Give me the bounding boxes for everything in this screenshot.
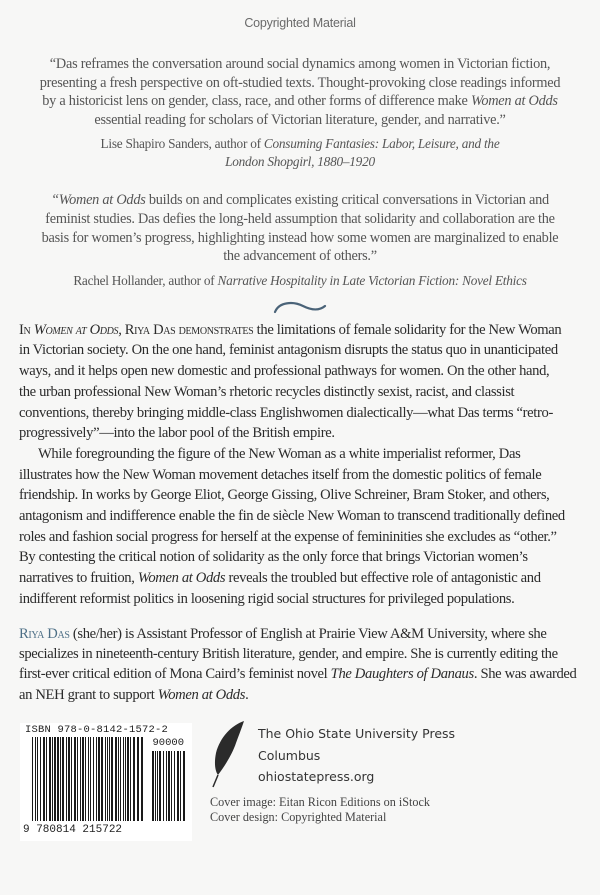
barcode-bar bbox=[74, 737, 76, 821]
addon-bar bbox=[180, 751, 181, 821]
book-title: Women at Odds bbox=[137, 570, 226, 587]
barcode-bar bbox=[49, 737, 51, 821]
barcode-bar bbox=[123, 737, 124, 821]
bio-text: (she/her) is Assistant Professor of English at Prairie View A&M University, where she specializes in nineteenth-century British literature, gender, and empire. She is currently editing the first-ever critical edition of Mona Caird’s feminist novel bbox=[19, 625, 558, 683]
barcode-bar bbox=[40, 737, 41, 821]
author-bio bbox=[19, 624, 579, 706]
bio-text: . bbox=[245, 686, 249, 703]
novel-title: The Daughters of Danaus bbox=[330, 666, 474, 683]
isbn-text: ISBN 978-0-8142-1572-2 bbox=[25, 724, 169, 737]
quote-text-part: builds on and complicates existing critical conversations in Victorian and feminist studies. Das defies the long-held assumption that solidarity and collaboration are the basis for women’s progress, highlighting instead how some women are marginalized to enable the advancement of others.” bbox=[41, 192, 559, 265]
addon-bar bbox=[157, 751, 158, 821]
barcode-bar bbox=[35, 737, 36, 821]
publisher-name: The Ohio State University Press bbox=[258, 726, 456, 742]
isbn-barcode bbox=[20, 723, 192, 841]
barcode-bars-icon bbox=[32, 737, 187, 823]
barcode-bar bbox=[68, 737, 70, 821]
barcode-bar bbox=[109, 737, 110, 821]
quote-attribution bbox=[35, 272, 565, 290]
endorsement-quote-1 bbox=[35, 55, 565, 171]
barcode-bar bbox=[46, 737, 47, 821]
barcode-bar bbox=[141, 737, 143, 821]
addon-bar bbox=[159, 751, 161, 821]
paragraph-text: reveals the troubled but effective role of antagonistic and indifferent reformist politics in loosening rigid social structures for privileged populations. bbox=[19, 570, 541, 607]
barcode-bar bbox=[125, 737, 126, 821]
bio-text: . She was awarded an NEH grant to support bbox=[19, 666, 577, 703]
attribution-work: Narrative Hospitality in Late Victorian Fiction: Novel Ethics bbox=[217, 272, 527, 288]
quote-text bbox=[35, 191, 565, 265]
book-title: Women at Odds bbox=[33, 321, 119, 338]
quote-attribution bbox=[35, 135, 565, 171]
price-code: 90000 bbox=[152, 737, 184, 750]
quote-text-part: “Das reframes the conversation around social dynamics among women in Victorian fiction, presenting a fresh perspective on oft-studied texts. Thought-provoking close readings informed by a historicist lens on gender, class, race, and other forms of difference make bbox=[39, 56, 561, 110]
addon-bar bbox=[177, 751, 179, 821]
publisher-website: ohiostatepress.org bbox=[258, 769, 375, 785]
attribution-author: Rachel Hollander, author of bbox=[73, 272, 218, 288]
barcode-bar bbox=[101, 737, 103, 821]
barcode-bar bbox=[105, 737, 106, 821]
barcode-bar bbox=[120, 737, 121, 821]
book-title: “Women at Odds bbox=[51, 192, 146, 209]
ean-number: 9 780814 215722 bbox=[23, 824, 123, 837]
author-name: Riya Das bbox=[19, 625, 70, 642]
barcode-bar bbox=[77, 737, 78, 821]
book-title: Women at Odds bbox=[157, 686, 246, 703]
barcode-bar bbox=[60, 737, 61, 821]
copyright-watermark: Copyrighted Material bbox=[244, 16, 356, 30]
lead-in: , Riya Das demonstrates bbox=[118, 321, 254, 338]
barcode-bar bbox=[133, 737, 135, 821]
attribution-work: Consuming Fantasies: Labor, Leisure, and the London Shopgirl, 1880–1920 bbox=[225, 136, 500, 170]
description-paragraph-2 bbox=[19, 444, 566, 610]
addon-bar bbox=[171, 751, 172, 821]
publisher-city: Columbus bbox=[258, 747, 321, 763]
barcode-bar bbox=[82, 737, 84, 821]
cover-credits bbox=[210, 795, 455, 825]
barcode-bar bbox=[130, 737, 131, 821]
paragraph-text: While foregrounding the figure of the New Woman as a white imperialist reformer, Das illustrates how the New Woman movement detaches itself from the domestic politics of female friendship. In works by George Eliot, George Gissing, Olive Schreiner, Bram Stoker, and others, antagonism and indifference enable the fin de siècle New Woman to transcend traditionally defined roles and fashion social progress for herself at the expense of femininities she excludes as “other.” By contesting the critical notion of solidarity as the only force that brings Victorian women’s narratives to fruition, bbox=[19, 445, 565, 587]
quote-text-part: essential reading for scholars of Victorian literature, gender, and narrative.” bbox=[94, 111, 506, 128]
publisher-column bbox=[210, 723, 455, 825]
barcode-bar bbox=[98, 737, 100, 821]
barcode-bar bbox=[32, 737, 33, 821]
cover-image-credit: Cover image: Eitan Ricon Editions on iStock bbox=[210, 795, 431, 810]
cover-footer bbox=[0, 723, 600, 841]
paragraph-text: the limitations of female solidarity for the New Woman in Victorian society. On the one hand, feminist antagonism disrupts the status quo in unanticipated ways, and it helps open new domestic and professional pathways for women. On the other hand, the urban professional New Woman’s rhetoric recycles distinctly sexist, racist, and classist conventions, thereby bringing middle-class Englishwomen dialectically—what Das terms “retro-progressively”—into the labor pool of the British empire. bbox=[19, 321, 562, 442]
book-title: Women at Odds bbox=[470, 93, 558, 110]
barcode-bar bbox=[88, 737, 89, 821]
barcode-bar bbox=[66, 737, 67, 821]
barcode-bar bbox=[80, 737, 81, 821]
addon-bar bbox=[183, 751, 185, 821]
barcode-bar bbox=[71, 737, 72, 821]
attribution-author: Lise Shapiro Sanders, author of bbox=[100, 136, 264, 152]
quote-text bbox=[35, 55, 565, 129]
barcode-bar bbox=[93, 737, 94, 821]
addon-bar bbox=[155, 751, 156, 821]
cover-design-credit: Cover design: Copyrighted Material bbox=[210, 810, 387, 825]
description-paragraph-1 bbox=[19, 320, 566, 444]
barcode-bar bbox=[118, 737, 119, 821]
barcode-bar bbox=[111, 737, 113, 821]
swash-ornament-icon bbox=[273, 300, 327, 314]
barcode-bar bbox=[96, 737, 97, 821]
addon-bar bbox=[168, 751, 170, 821]
barcode-bar bbox=[137, 737, 139, 821]
addon-bar bbox=[174, 751, 175, 821]
barcode-bar bbox=[127, 737, 129, 821]
quill-feather-logo-icon bbox=[210, 719, 246, 789]
lead-in: In bbox=[19, 321, 34, 338]
barcode-bar bbox=[37, 737, 38, 821]
addon-bar bbox=[152, 751, 154, 821]
barcode-bar bbox=[52, 737, 53, 821]
addon-bar bbox=[163, 751, 164, 821]
publisher-info bbox=[258, 723, 455, 788]
barcode-bar bbox=[107, 737, 108, 821]
endorsement-quote-2 bbox=[35, 191, 565, 289]
addon-bar bbox=[166, 751, 167, 821]
barcode-bar bbox=[90, 737, 91, 821]
barcode-bar bbox=[62, 737, 64, 821]
publisher-row bbox=[210, 723, 455, 789]
barcode-bar bbox=[54, 737, 56, 821]
barcode-bar bbox=[85, 737, 86, 821]
book-description bbox=[19, 320, 566, 610]
barcode-bar bbox=[115, 737, 117, 821]
barcode-bar bbox=[43, 737, 45, 821]
barcode-bar bbox=[57, 737, 59, 821]
